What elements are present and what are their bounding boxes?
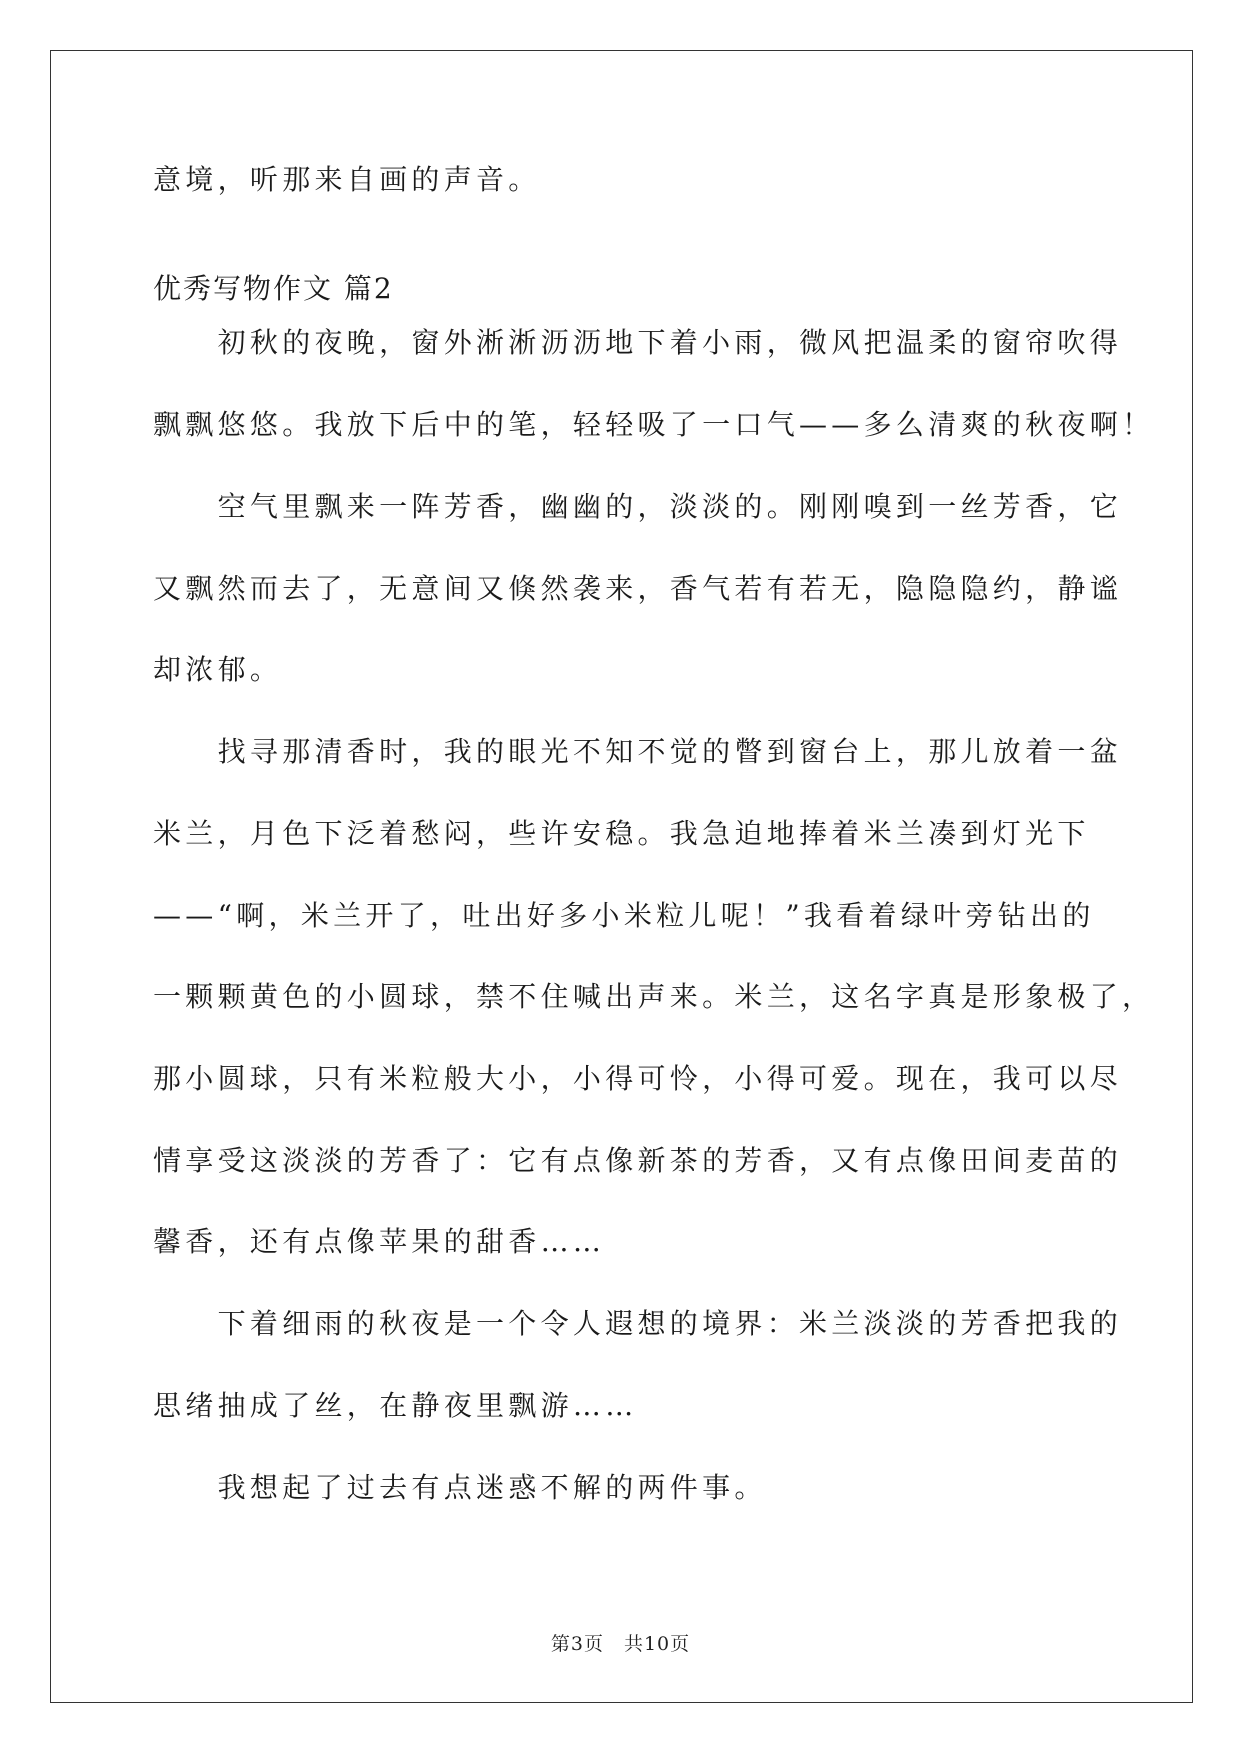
- paragraph-line: 初秋的夜晚，窗外淅淅沥沥地下着小雨，微风把温柔的窗帘吹得: [153, 326, 1123, 359]
- paragraph-line: 情享受这淡淡的芳香了：它有点像新茶的芳香，又有点像田间麦苗的: [153, 1144, 1123, 1177]
- paragraph-line: 那小圆球，只有米粒般大小，小得可怜，小得可爱。现在，我可以尽: [153, 1062, 1123, 1095]
- page-number: 第3页: [550, 1633, 604, 1655]
- paragraph-line: 思绪抽成了丝，在静夜里飘游……: [153, 1389, 638, 1422]
- paragraph-line: 一颗颗黄色的小圆球，禁不住喊出声来。米兰，这名字真是形象极了，: [153, 980, 1155, 1013]
- page-total: 共10页: [623, 1633, 691, 1655]
- paragraph-line: 馨香，还有点像苹果的甜香……: [153, 1225, 606, 1258]
- paragraph-line: ——“啊，米兰开了，吐出好多小米粒儿呢！”我看着绿叶旁钻出的: [153, 899, 1095, 932]
- paragraph-line: 空气里飘来一阵芳香，幽幽的，淡淡的。刚刚嗅到一丝芳香，它: [153, 490, 1123, 523]
- paragraph-line: 找寻那清香时，我的眼光不知不觉的瞥到窗台上，那儿放着一盆: [153, 735, 1123, 768]
- paragraph-line: 意境，听那来自画的声音。: [153, 163, 541, 196]
- paragraph-line: 下着细雨的秋夜是一个令人遐想的境界：米兰淡淡的芳香把我的: [153, 1307, 1123, 1340]
- paragraph-line: 米兰，月色下泛着愁闷，些许安稳。我急迫地捧着米兰凑到灯光下: [153, 817, 1090, 850]
- paragraph-line: 我想起了过去有点迷惑不解的两件事。: [153, 1471, 767, 1504]
- paragraph-line: 飘飘悠悠。我放下后中的笔，轻轻吸了一口气——多么清爽的秋夜啊！: [153, 408, 1155, 441]
- paragraph-line: 却浓郁。: [153, 653, 283, 686]
- paragraph-line: 又飘然而去了，无意间又倏然袭来，香气若有若无，隐隐隐约，静谧: [153, 572, 1123, 605]
- section-heading: 优秀写物作文 篇2: [153, 272, 394, 305]
- page-footer: [0, 1629, 1241, 1656]
